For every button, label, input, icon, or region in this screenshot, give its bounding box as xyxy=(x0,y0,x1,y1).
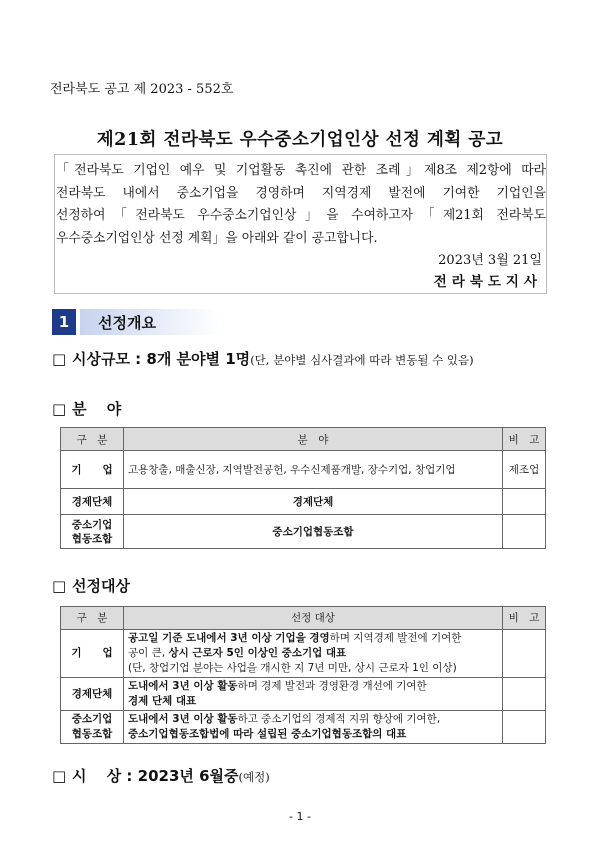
notice-date: 2023년 3월 21일 xyxy=(438,253,542,268)
checkbox-square-icon: □ xyxy=(52,350,67,368)
field-heading: 분 야 xyxy=(72,400,122,418)
table-header: 분 야 xyxy=(124,428,503,451)
row-category: 중소기업 협동조합 xyxy=(61,515,124,549)
notice-body xyxy=(56,160,546,250)
row-content: 경제단체 xyxy=(124,489,503,515)
row-content: 중소기업협동조합 xyxy=(124,515,503,549)
row-category: 경제단체 xyxy=(61,678,124,711)
table-row xyxy=(61,711,546,744)
table-header: 선정 대상 xyxy=(124,607,503,630)
table-header: 구 분 xyxy=(61,607,124,630)
table-header: 구 분 xyxy=(61,428,124,451)
row-category: 중소기업 협동조합 xyxy=(61,711,124,744)
notice-line: 전라북도 내에서 중소기업을 경영하며 지역경제 발전에 기여한 기업인을 xyxy=(56,185,546,201)
row-note: 제조업 xyxy=(503,451,546,489)
row-category: 기 업 xyxy=(61,630,124,678)
row-category: 경제단체 xyxy=(61,489,124,515)
row-note xyxy=(503,489,546,515)
table-row xyxy=(61,678,546,711)
row-content: 도내에서 3년 이상 활동하고 중소기업의 경제적 지위 향상에 기여한, 중소기업협동조합법에 따라 설립된 중소기업협동조합의 대표 xyxy=(124,711,503,744)
row-content: 고용창출, 매출신장, 지역발전공헌, 우수신제품개발, 장수기업, 창업기업 xyxy=(124,451,503,489)
bullet-timing xyxy=(52,765,270,786)
section-title: 선정개요 xyxy=(98,314,156,332)
section-number: 1 xyxy=(52,309,76,335)
row-note xyxy=(503,678,546,711)
bullet-field xyxy=(52,398,121,419)
row-content: 공고일 기준 도내에서 3년 이상 기업을 경영하며 지역경제 발전에 기여한 공이 큰, 상시 근로자 5인 이상인 중소기업 대표 (단, 창업기업 분야는 사업을 개시한 지 7년 미만, 상시 근로자 1인 이상) xyxy=(124,630,503,678)
table-row xyxy=(61,515,546,549)
table-row xyxy=(61,630,546,678)
field-table xyxy=(60,427,546,549)
notice-line: 우수중소기업인상 선정 계획」을 아래와 같이 공고합니다. xyxy=(56,230,378,246)
timing-text: 시 상 : 2023년 6월중 xyxy=(72,767,239,785)
row-content: 도내에서 3년 이상 활동하며 경제 발전과 경영환경 개선에 기여한 경제 단체 대표 xyxy=(124,678,503,711)
notice-signer: 전라북도지사 xyxy=(433,274,542,290)
bullet-target xyxy=(52,575,130,596)
row-category: 기 업 xyxy=(61,451,124,489)
table-row xyxy=(61,451,546,489)
row-note xyxy=(503,630,546,678)
award-scale-note: (단, 분야별 심사결과에 따라 변동될 수 있음) xyxy=(250,353,474,367)
document-title: 제21회 전라북도 우수중소기업인상 선정 계획 공고 xyxy=(96,130,504,150)
table-header: 비 고 xyxy=(503,428,546,451)
document-number: 전라북도 공고 제 2023 - 552호 xyxy=(50,82,234,97)
page-number: - 1 - xyxy=(289,810,311,823)
notice-line: 선정하여「전라북도 우수중소기업인상」을 수여하고자「제21회 전라북도 xyxy=(56,208,546,223)
checkbox-square-icon: □ xyxy=(52,400,67,418)
timing-note: (예정) xyxy=(238,770,270,784)
table-header: 비 고 xyxy=(503,607,546,630)
checkbox-square-icon: □ xyxy=(52,577,67,595)
table-row xyxy=(61,489,546,515)
target-table xyxy=(60,606,546,744)
target-heading: 선정대상 xyxy=(72,577,130,595)
row-note xyxy=(503,515,546,549)
checkbox-square-icon: □ xyxy=(52,767,67,785)
award-scale-text: 시상규모 : 8개 분야별 1명 xyxy=(72,350,251,368)
notice-line: 「전라북도 기업인 예우 및 기업활동 촉진에 관한 조례」제8조 제2항에 따라 xyxy=(56,163,546,178)
row-note xyxy=(503,711,546,744)
bullet-award-scale xyxy=(52,348,474,369)
